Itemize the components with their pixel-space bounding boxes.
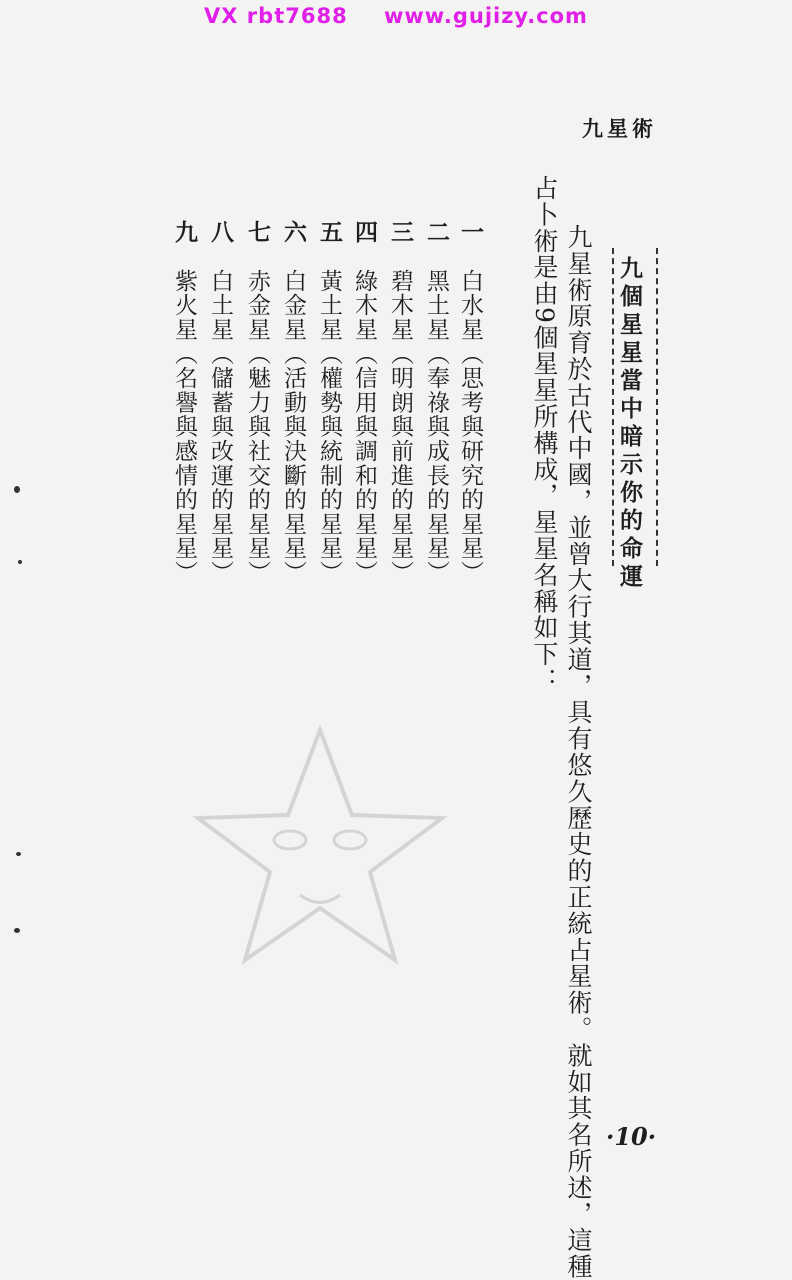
star-number: 九 [171,220,198,245]
star-list-item [208,220,232,585]
star-description: 綠木星（信用與調和的星星） [351,268,377,585]
watermark-right: www.gujizy.com [384,4,588,28]
body-paragraph-2: 占卜術是由9個星星所構成，星星名稱如下： [530,175,559,694]
star-description: 紫火星（名譽與感情的星星） [171,268,197,585]
star-number: 五 [316,220,343,245]
star-number: 四 [351,220,378,245]
star-description: 赤金星（魅力與社交的星星） [244,268,270,585]
scan-speck [16,852,21,856]
star-number: 七 [244,220,271,245]
star-number: 一 [457,220,484,245]
star-number: 二 [423,220,450,245]
star-illustration [190,720,450,980]
star-list-item [281,220,305,585]
section-heading: 九個星星當中暗示你的命運 [616,256,643,592]
star-number: 三 [387,220,414,245]
star-description: 黑土星（奉祿與成長的星星） [423,268,449,585]
star-number: 八 [207,220,234,245]
body-paragraph-1: 九星術原育於古代中國，並曾大行其道，具有悠久歷史的正統占星術。就如其名所述，這種 [564,224,593,1280]
star-description: 白土星（儲蓄與改運的星星） [207,268,233,585]
page-number: ·10· [606,1122,657,1151]
scan-speck [14,928,20,933]
star-list-item [245,220,269,585]
star-list-item [458,220,482,585]
star-number: 六 [280,220,307,245]
watermark-left: VX rbt7688 [204,4,348,28]
running-head: 九星術 [582,116,657,141]
star-description: 黃土星（權勢與統制的星星） [316,268,342,585]
scan-speck [18,560,22,564]
watermark-text [0,4,792,28]
star-description: 碧木星（明朗與前進的星星） [387,268,413,585]
star-description: 白金星（活動與決斷的星星） [280,268,306,585]
star-list-item [172,220,196,585]
scan-speck [14,486,20,493]
star-list-item [388,220,412,585]
star-list-item [352,220,376,585]
star-list-item [317,220,341,585]
star-description: 白水星（思考與研究的星星） [457,268,483,585]
star-list-item [424,220,448,585]
